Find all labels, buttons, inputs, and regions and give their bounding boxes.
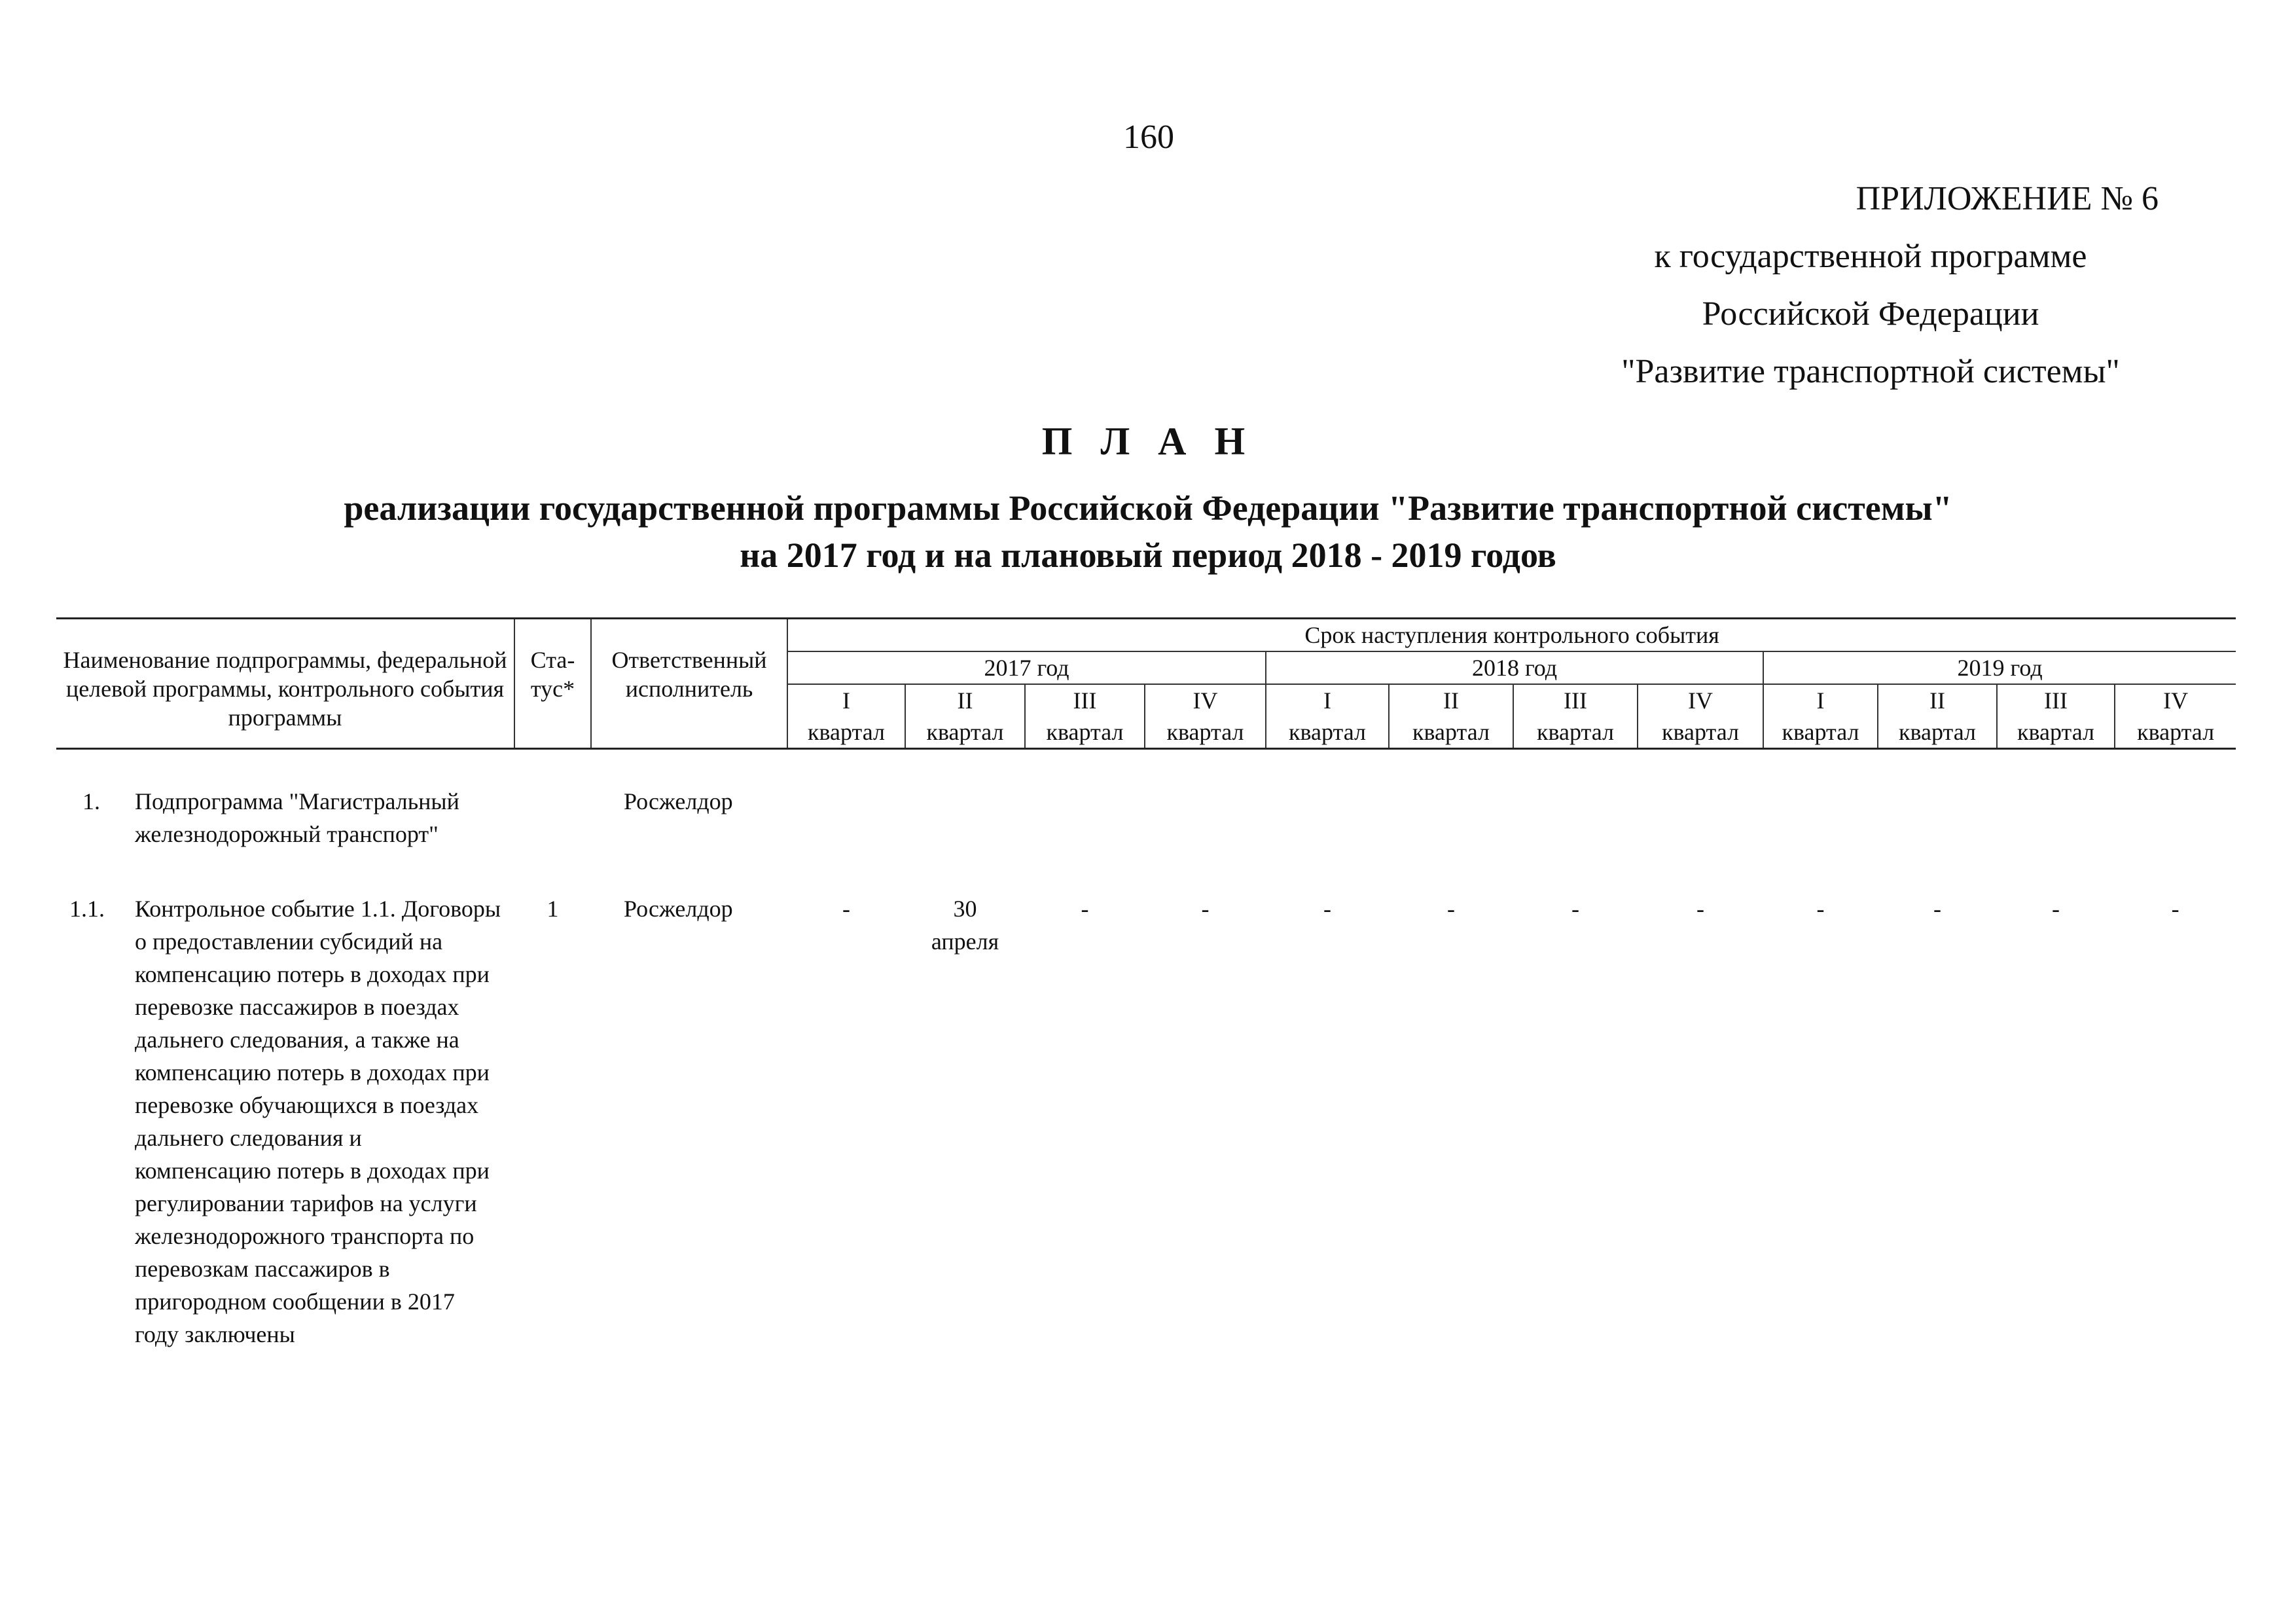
header-quarter-word: квартал: [1997, 716, 2115, 749]
header-status: Ста- тус*: [514, 619, 591, 749]
header-quarter-word: квартал: [1763, 716, 1878, 749]
row-quarter-value: [1025, 785, 1145, 850]
row-quarter-value: [1763, 785, 1878, 850]
row-quarter-value: [1266, 785, 1389, 850]
header-quarter-word: квартал: [905, 716, 1025, 749]
header-quarter-word: квартал: [1025, 716, 1145, 749]
row-quarter-value: 30 апреля: [931, 896, 999, 955]
row-name: Контрольное событие 1.1. Договоры о предоставлении субсидий на компенсацию потерь в доходах при перевозке пассажиров в поездах дальнего следования, а также на компенсацию потерь в доходах при перевозке обучающихся в поездах дальнего следования и компенсацию потерь в доходах при регулировании тарифов на услуги железнодорожного транспорта по перевозкам пассажиров в пригородном сообщении в 2017 году заключены: [135, 896, 501, 1347]
header-deadline: Срок наступления контрольного события: [787, 619, 2236, 652]
row-quarter-value: -: [1201, 896, 1210, 922]
row-executor: Росжелдор: [624, 788, 733, 814]
header-year-2017: 2017 год: [787, 651, 1266, 684]
header-quarter-number: IV: [2115, 684, 2236, 716]
header-year-2019: 2019 год: [1763, 651, 2236, 684]
header-quarter-word: квартал: [1878, 716, 1997, 749]
header-quarter-word: квартал: [1638, 716, 1763, 749]
header-quarter-number: II: [1878, 684, 1997, 716]
header-quarter-number: III: [1997, 684, 2115, 716]
header-quarter-number: III: [1025, 684, 1145, 716]
header-quarter-number: IV: [1145, 684, 1266, 716]
row-quarter-value: [905, 785, 1025, 850]
header-quarter-word: квартал: [2115, 716, 2236, 749]
row-quarter-value: [1997, 785, 2115, 850]
row-quarter-value: -: [1081, 896, 1089, 922]
subtitle-line-1: реализации государственной программы Российской Федерации "Развитие транспортной системы": [344, 488, 1952, 528]
row-quarter-value: -: [1933, 896, 1942, 922]
row-name: Подпрограмма "Магистральный железнодорожный транспорт": [135, 788, 459, 847]
header-year-2018: 2018 год: [1266, 651, 1763, 684]
row-number: 1.: [82, 788, 100, 814]
header-quarter-number: II: [1389, 684, 1513, 716]
appendix-line-2: к государственной программе: [1654, 238, 2087, 275]
row-quarter-value: [787, 785, 905, 850]
page-number: 160: [1123, 119, 1174, 156]
header-quarter-number: I: [1266, 684, 1389, 716]
row-quarter-value: -: [1571, 896, 1580, 922]
document-subtitle: [0, 484, 2296, 579]
document-title: П Л А Н: [1041, 420, 1255, 463]
row-quarter-value: -: [1696, 896, 1705, 922]
header-quarter-word: квартал: [1145, 716, 1266, 749]
row-quarter-value: [2115, 785, 2236, 850]
subtitle-line-2: на 2017 год и на плановый период 2018 - 2019 годов: [740, 536, 1556, 575]
appendix-block: [1543, 170, 2198, 401]
appendix-title: ПРИЛОЖЕНИЕ № 6: [1856, 180, 2159, 217]
appendix-line-4: "Развитие транспортной системы": [1621, 353, 2120, 390]
row-quarter-value: -: [1447, 896, 1456, 922]
row-executor: Росжелдор: [624, 896, 733, 922]
header-quarter-word: квартал: [1266, 716, 1389, 749]
row-quarter-value: -: [1323, 896, 1332, 922]
row-quarter-value: -: [842, 896, 851, 922]
row-quarter-value: -: [2171, 896, 2179, 922]
row-quarter-value: [1878, 785, 1997, 850]
header-executor: Ответственный исполнитель: [591, 619, 787, 749]
header-quarter-number: III: [1513, 684, 1638, 716]
header-name: Наименование подпрограммы, федеральной целевой программы, контрольного события программы: [56, 619, 514, 749]
row-status: 1: [547, 896, 559, 922]
row-quarter-value: -: [1816, 896, 1825, 922]
header-quarter-number: II: [905, 684, 1025, 716]
header-quarter-word: квартал: [1513, 716, 1638, 749]
row-quarter-value: [1389, 785, 1513, 850]
row-quarter-value: [1638, 785, 1763, 850]
table-row: [56, 892, 2236, 1351]
header-quarter-number: IV: [1638, 684, 1763, 716]
row-quarter-value: [1145, 785, 1266, 850]
appendix-line-3: Российской Федерации: [1702, 295, 2039, 333]
row-status: [514, 785, 591, 850]
row-number: 1.1.: [69, 896, 105, 922]
header-quarter-word: квартал: [787, 716, 905, 749]
header-quarter-number: I: [787, 684, 905, 716]
table-row: [56, 785, 2236, 850]
header-quarter-number: I: [1763, 684, 1878, 716]
row-quarter-value: -: [2052, 896, 2060, 922]
plan-table: [56, 617, 2236, 1351]
row-quarter-value: [1513, 785, 1638, 850]
header-quarter-word: квартал: [1389, 716, 1513, 749]
